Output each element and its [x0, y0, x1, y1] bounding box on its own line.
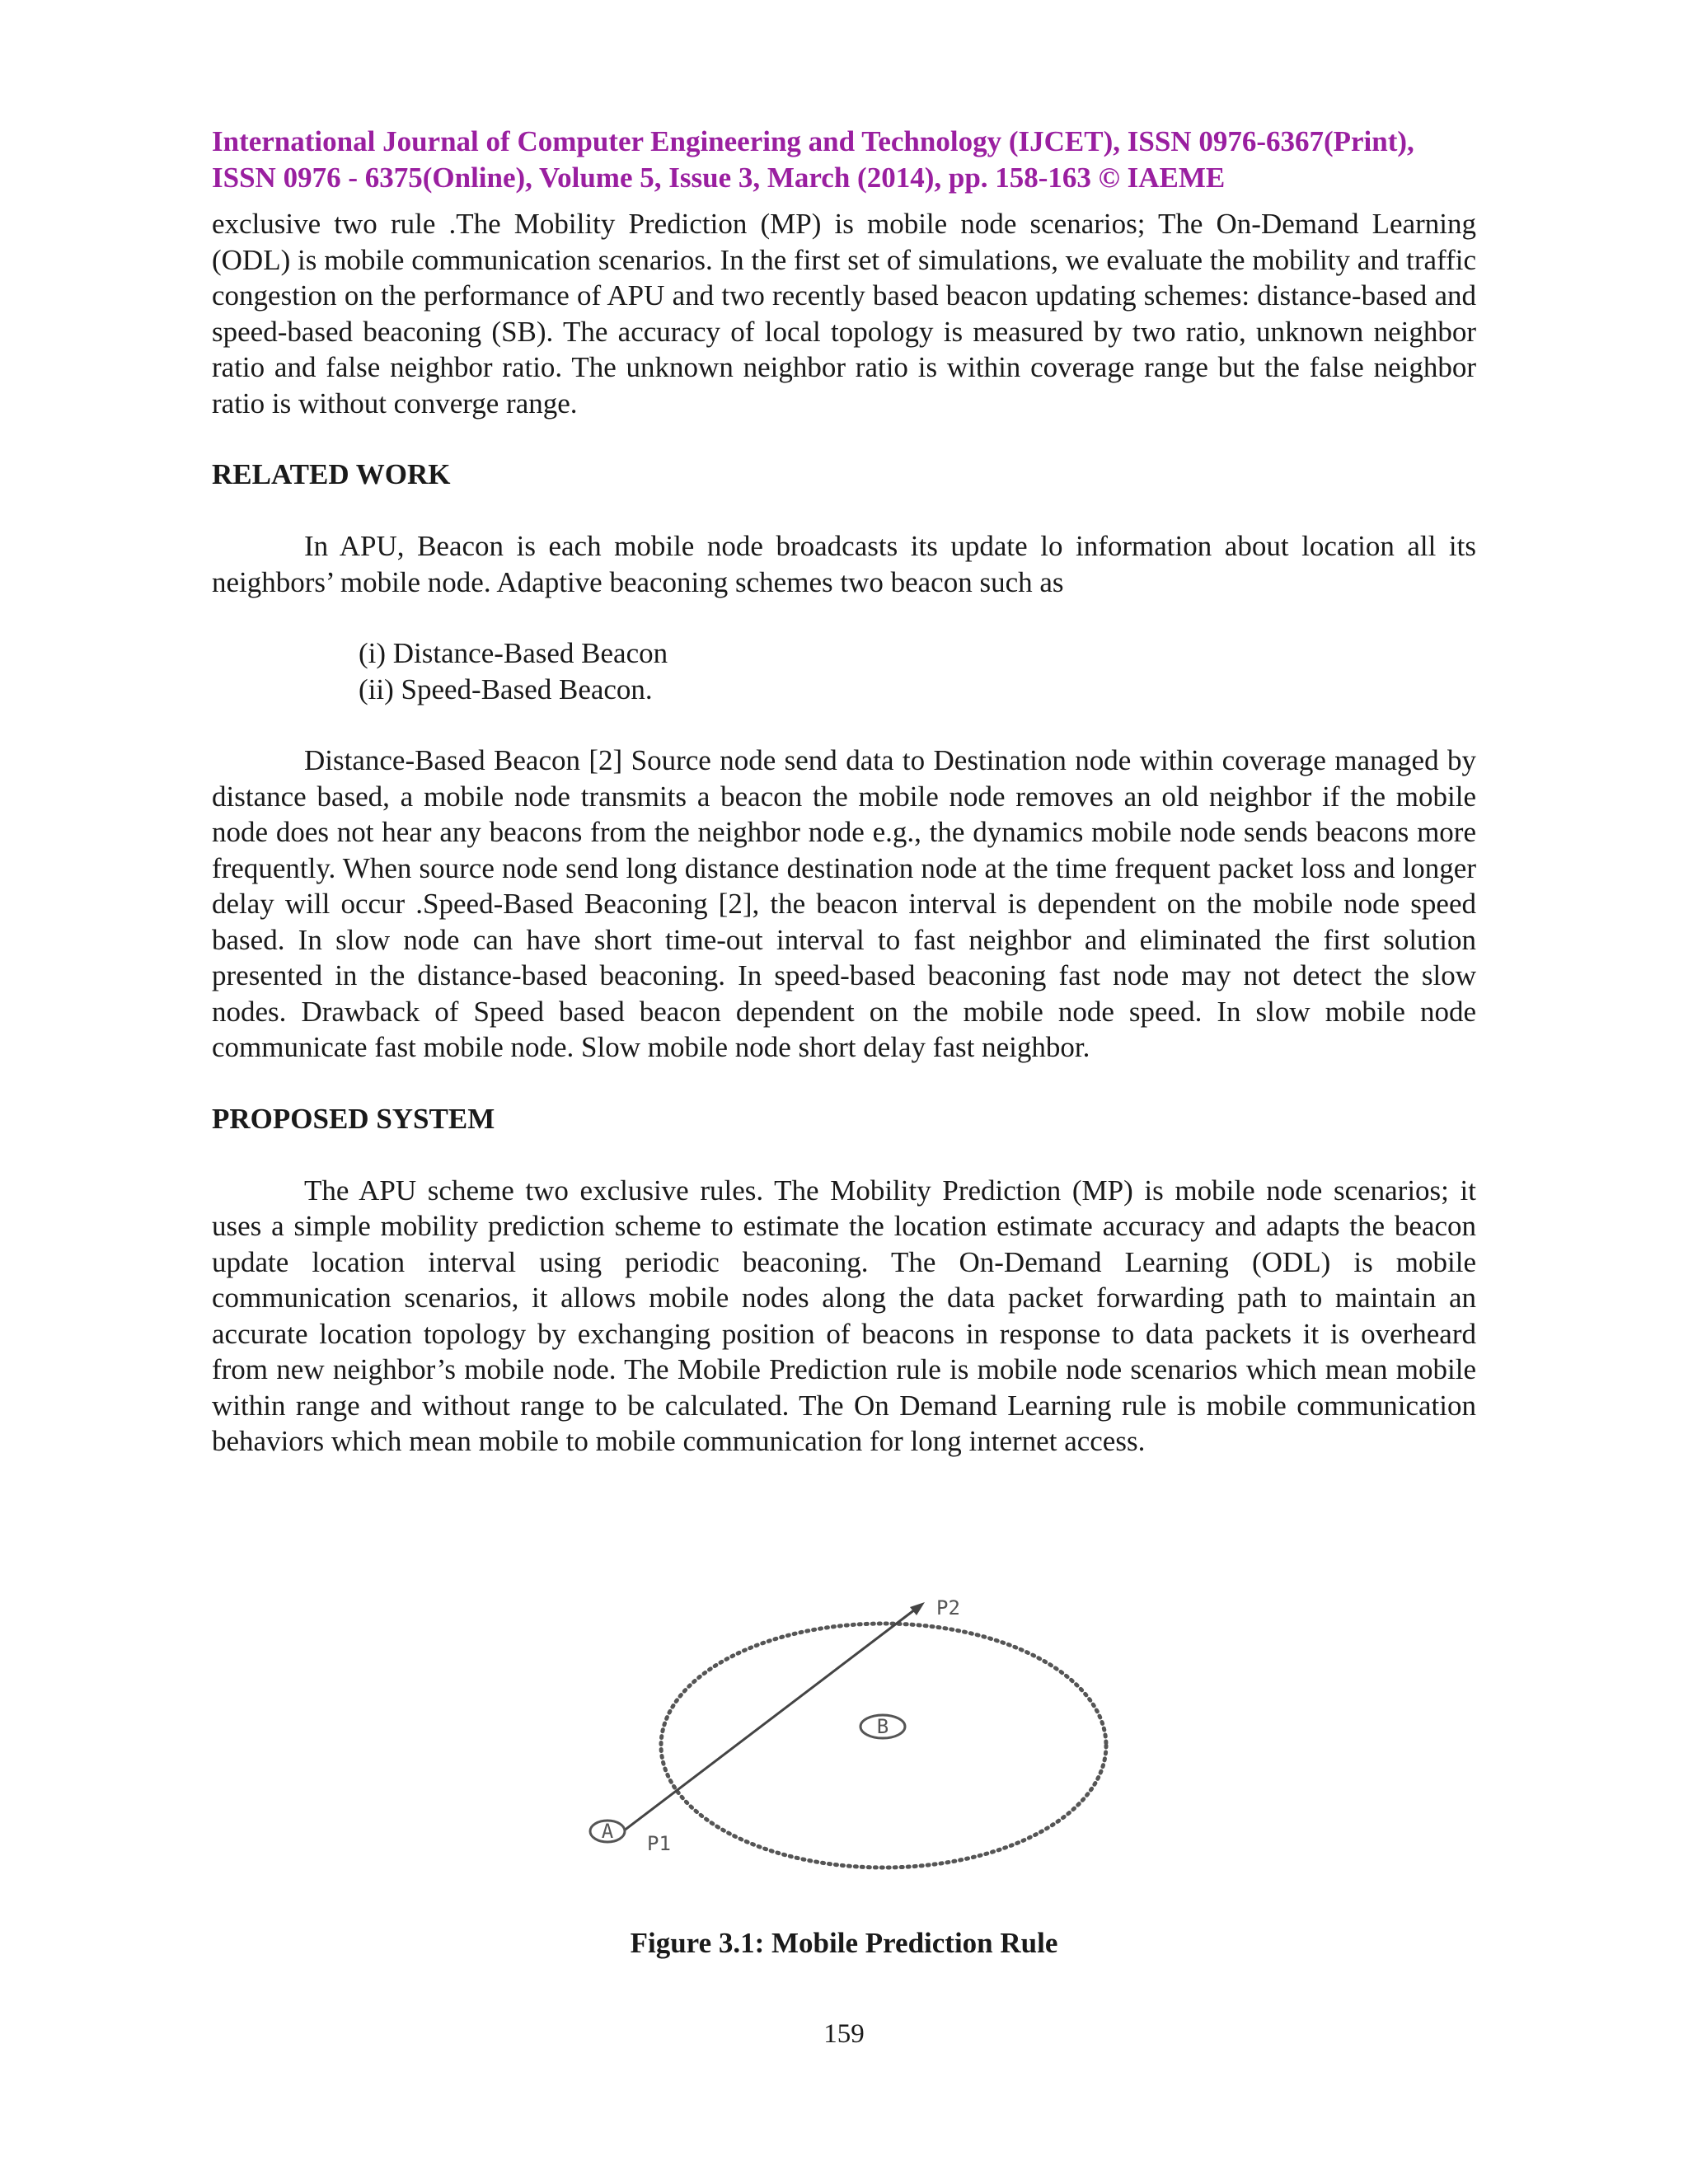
journal-header-line-1: International Journal of Computer Engineering and Technology (IJCET), ISSN 0976-6367(Print),	[212, 125, 1414, 157]
mobile-prediction-diagram	[577, 1582, 1121, 1879]
related-work-paragraph-1: In APU, Beacon is each mobile node broadcasts its update lo information about location all its neighbors’ mobile node. Adaptive beaconing schemes two beacon such as	[212, 530, 1476, 598]
related-work-paragraph-2: Distance-Based Beacon [2] Source node send data to Destination node within coverage managed by distance based, a mobile node transmits a beacon the mobile node removes an old neighbor if the mobile node does not hear any beacons from the neighbor node e.g., the dynamics mobile node sends beacons more frequently. When source node send long distance destination node at the time frequent packet loss and longer delay will occur .Speed-Based Beaconing [2], the beacon interval is dependent on the mobile node speed based. In slow node can have short time-out interval to fast neighbor and eliminated the first solution presented in the distance-based beaconing. In speed-based beaconing fast node may not detect the slow nodes. Drawback of Speed based beacon dependent on the mobile node speed. In slow mobile node communicate fast mobile node. Slow mobile node short delay fast neighbor.	[212, 744, 1476, 1063]
page-number: 159	[823, 2019, 865, 2049]
list-item: (ii) Speed-Based Beacon.	[359, 673, 653, 705]
proposed-system-paragraph: The APU scheme two exclusive rules. The Mobility Prediction (MP) is mobile node scenarios; it uses a simple mobility prediction scheme to estimate the location estimate accuracy and adapts the beacon update location interval using periodic beaconing. The On-Demand Learning (ODL) is mobile communication scenarios, it allows mobile nodes along the data packet forwarding path to maintain an accurate location topology by exchanging position of beacons in response to data packets it is overheard from new neighbor’s mobile node. The Mobile Prediction rule is mobile node scenarios which mean mobile within range and without range to be calculated. The On Demand Learning rule is mobile communication behaviors which mean mobile to mobile communication for long internet access.	[212, 1174, 1476, 1457]
journal-header-line-2: ISSN 0976 - 6375(Online), Volume 5, Issue 3, March (2014), pp. 158-163 © IAEME	[212, 162, 1226, 194]
node-b-label: B	[876, 1715, 889, 1738]
p1-label: P1	[647, 1832, 671, 1855]
page-body	[212, 124, 1476, 1460]
list-item: (i) Distance-Based Beacon	[359, 637, 668, 669]
figure-caption: Figure 3.1: Mobile Prediction Rule	[630, 1927, 1058, 1959]
intro-paragraph: exclusive two rule .The Mobility Prediction (MP) is mobile node scenarios; The On-Demand Learning (ODL) is mobile communication scenarios. In the first set of simulations, we evaluate the mobility and traffic congestion on the performance of APU and two recently based beacon updating schemes: distance-based and speed-based beaconing (SB). The accuracy of local topology is measured by two ratio, unknown neighbor ratio and false neighbor ratio. The unknown neighbor ratio is within coverage range but the false neighbor ratio is without converge range.	[212, 208, 1476, 419]
related-work-heading: RELATED WORK	[212, 458, 451, 490]
arrowhead-icon	[910, 1602, 925, 1615]
node-a-label: A	[601, 1820, 614, 1843]
beacon-type-list	[212, 635, 1476, 707]
coverage-range-circle	[661, 1624, 1106, 1868]
journal-header	[212, 124, 1476, 196]
proposed-system-heading: PROPOSED SYSTEM	[212, 1102, 495, 1135]
p2-label: P2	[936, 1596, 960, 1619]
